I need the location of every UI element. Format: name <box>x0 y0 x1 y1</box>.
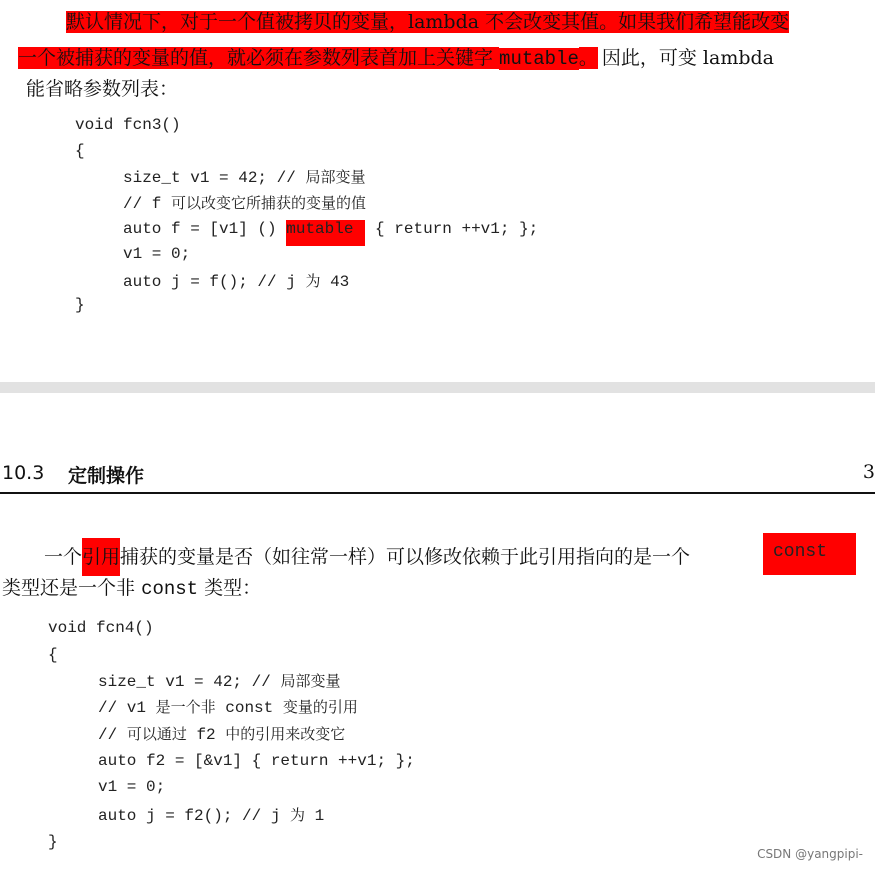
code2-line-4-comment-1: 是一个非 <box>155 698 216 716</box>
code2-line-5-comment-2: 中的引用来改变它 <box>225 725 346 743</box>
code2-line-3-comment: 局部变量 <box>280 672 341 690</box>
code2-line-5-f2: f2 <box>196 726 216 744</box>
mutable-keyword: mutable <box>499 48 579 70</box>
code1-line-8: } <box>75 296 85 314</box>
page-number: 3 <box>862 461 875 483</box>
code1-mutable-highlight: mutable <box>286 220 365 246</box>
para2-const-word: const <box>141 578 199 600</box>
intro-line-2-text: 一个被捕获的变量的值，就必须在参数列表首加上关键字 <box>18 47 500 69</box>
para2-line-1 <box>44 538 690 576</box>
code1-line-5-a: auto f = [v1] () <box>123 220 287 238</box>
code2-line-8-comment: 为 <box>290 806 306 824</box>
para2-text-a: 一个 <box>44 546 83 568</box>
code1-line-4 <box>123 192 366 213</box>
intro-line-2-period: 。 <box>578 47 598 69</box>
intro-line-3: 能省略参数列表： <box>26 78 179 100</box>
code1-line-2: { <box>75 142 85 160</box>
section-heading <box>0 456 875 494</box>
code2-line-5-comment-1: 可以通过 <box>126 725 187 743</box>
code1-line-7-num: 43 <box>330 273 350 291</box>
csdn-watermark: CSDN @yangpipi- <box>757 847 863 861</box>
const-highlight <box>763 533 856 575</box>
code2-line-5-code: // <box>98 726 118 744</box>
section-title: 定制操作 <box>68 465 145 487</box>
code2-line-4-const: const <box>225 699 274 717</box>
reference-highlight: 引用 <box>82 538 120 576</box>
code1-line-1: void fcn3() <box>75 116 181 134</box>
code1-line-3-code: size_t v1 = 42; // <box>123 169 296 187</box>
para2-text-d: 类型： <box>204 577 262 599</box>
code2-line-4-code: // v1 <box>98 699 147 717</box>
intro-line-2-rest: 因此，可变 lambda <box>601 47 775 69</box>
code2-line-4 <box>98 696 358 717</box>
code2-line-3-code: size_t v1 = 42; // <box>98 673 271 691</box>
code1-line-4-code: // f <box>123 195 162 213</box>
code2-line-4-comment-2: 变量的引用 <box>282 698 358 716</box>
code1-line-7-comment: 为 <box>305 272 321 290</box>
code2-line-8-code: auto j = f2(); // j <box>98 807 281 825</box>
code2-line-7: v1 = 0; <box>98 778 166 796</box>
code1-line-7 <box>123 270 349 291</box>
code2-line-6: auto f2 = [&v1] { return ++v1; }; <box>98 752 415 770</box>
code1-line-3-comment: 局部变量 <box>305 168 366 186</box>
para2-text-b: 捕获的变量是否（如往常一样）可以修改依赖于此引用指向的是一个 <box>120 546 691 568</box>
intro-line-1 <box>66 7 789 37</box>
code2-line-3 <box>98 670 340 691</box>
const-highlight-text: const <box>773 542 828 562</box>
code1-line-7-code: auto j = f(); // j <box>123 273 296 291</box>
para2-line-2 <box>2 573 261 604</box>
screenshot-divider <box>0 382 875 393</box>
code1-line-6: v1 = 0; <box>123 245 191 263</box>
code1-line-4-comment: 可以改变它所捕获的变量的值 <box>171 194 367 212</box>
para2-text-c: 类型还是一个非 <box>2 577 136 599</box>
code1-line-5-b: { return ++v1; }; <box>365 220 539 238</box>
code2-line-5 <box>98 723 345 744</box>
code2-line-8-num: 1 <box>314 807 325 825</box>
code1-line-5 <box>123 220 538 246</box>
code2-line-8 <box>98 804 324 825</box>
code1-line-3 <box>123 166 365 187</box>
section-number: 10.3 <box>2 462 45 484</box>
code2-line-9: } <box>48 833 58 851</box>
code2-line-2: { <box>48 646 58 664</box>
intro-line-1-text: 默认情况下，对于一个值被拷贝的变量，lambda 不会改变其值。如果我们希望能改变 <box>66 11 790 33</box>
code2-line-1: void fcn4() <box>48 619 154 637</box>
intro-line-2 <box>18 43 774 74</box>
